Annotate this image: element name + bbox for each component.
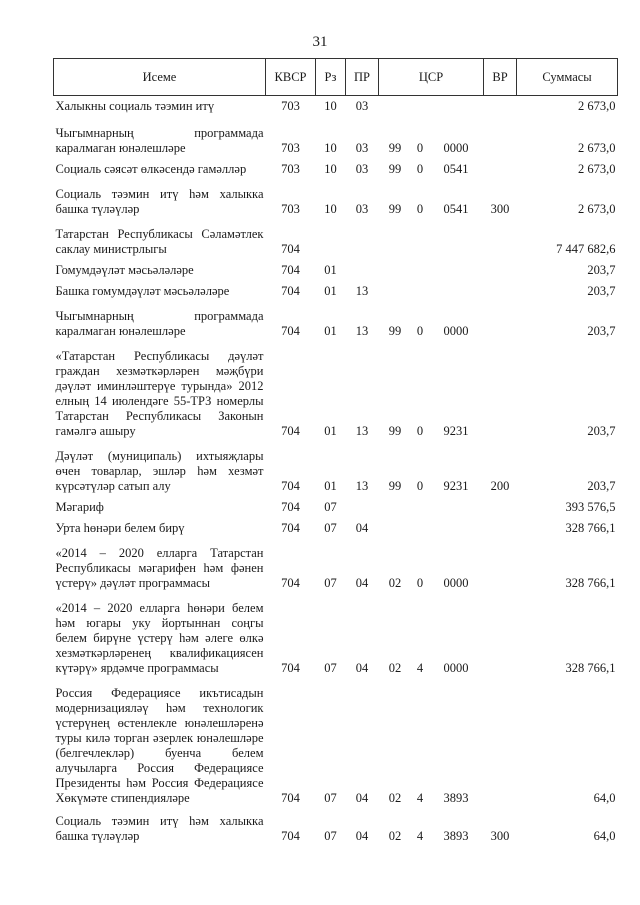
cell-rz: 01 (324, 324, 337, 338)
cell-csr1: 02 (388, 661, 402, 675)
cell-name: «2014 – 2020 елларга һөнәри белем һәм югары уку йортыннан соңгы белем бирүне үстерү һәм әлеге өлкә хезмәткәрләренең квалификациясен күтәрү» ярдәмче программасы (55, 601, 264, 675)
cell-csr2 (412, 280, 429, 301)
header-vr: ВР (484, 59, 517, 96)
cell-pr: 13 (355, 284, 369, 298)
cell-name: Социаль сәясәт өлкәсендә гамәлләр (55, 162, 247, 176)
cell-csr2: 4 (416, 791, 424, 805)
cell-kvsr: 704 (281, 242, 300, 256)
budget-table (53, 58, 618, 846)
cell-kvsr: 704 (281, 521, 300, 535)
cell-csr1 (379, 219, 412, 259)
cell-vr (484, 280, 517, 301)
cell-sum: 203,7 (587, 424, 616, 438)
cell-pr: 04 (355, 791, 369, 805)
cell-csr1 (379, 517, 412, 538)
cell-csr2 (412, 517, 429, 538)
cell-rz: 10 (324, 202, 337, 216)
cell-vr: 200 (490, 479, 510, 493)
cell-kvsr: 704 (281, 500, 300, 514)
cell-csr3 (429, 219, 484, 259)
cell-vr (484, 158, 517, 179)
cell-vr (484, 301, 517, 341)
header-kvsr: КВСР (266, 59, 316, 96)
cell-csr1 (379, 259, 412, 280)
cell-pr: 03 (355, 162, 369, 176)
cell-csr3 (429, 280, 484, 301)
cell-vr (484, 96, 517, 117)
cell-rz: 07 (324, 829, 337, 843)
header-rz: Рз (316, 59, 346, 96)
table-row (54, 593, 618, 678)
cell-name: Чыгымнарның программада каралмаган юнәлешләре (55, 309, 264, 338)
cell-kvsr: 704 (281, 661, 300, 675)
cell-csr3: 0000 (443, 324, 469, 338)
cell-pr: 13 (355, 479, 369, 493)
header-csr: ЦСР (379, 59, 484, 96)
cell-sum: 328 766,1 (565, 521, 616, 535)
cell-csr3 (429, 496, 484, 517)
cell-pr: 13 (355, 324, 369, 338)
cell-csr1: 99 (388, 202, 402, 216)
cell-vr (484, 496, 517, 517)
cell-csr1: 02 (388, 829, 402, 843)
cell-csr1: 99 (388, 324, 402, 338)
cell-sum: 393 576,5 (565, 500, 616, 514)
table-row (54, 259, 618, 280)
cell-name: Россия Федерациясе икътисадын модернизацияләү һәм технологик үстерүнең өстенлекле юнәлешләренә туры килә торган әзерлек юнәлешләре (белгечлекләр) буенча белем алучыларга Россия Федерациясе Президенты һәм Россия Федерациясе Хөкүмәте стипендияләре (55, 686, 264, 805)
cell-pr (346, 259, 379, 280)
cell-csr3: 9231 (443, 479, 469, 493)
cell-pr: 04 (355, 521, 369, 535)
cell-name: Урта һөнәри белем бирү (55, 521, 185, 535)
cell-rz: 10 (324, 99, 337, 113)
cell-sum: 328 766,1 (565, 576, 616, 590)
cell-name: Гомумдәүләт мәсьәләләре (55, 263, 194, 277)
cell-csr2 (412, 259, 429, 280)
cell-csr1: 02 (388, 576, 402, 590)
cell-csr3: 3893 (443, 829, 469, 843)
cell-rz: 10 (324, 162, 337, 176)
cell-vr: 300 (490, 829, 510, 843)
cell-sum: 2 673,0 (578, 162, 616, 176)
header-name: Исеме (54, 59, 266, 96)
cell-name: Мәгариф (55, 500, 104, 514)
cell-csr3 (429, 517, 484, 538)
cell-csr3 (429, 96, 484, 117)
cell-vr: 300 (490, 202, 510, 216)
cell-csr2: 0 (416, 162, 424, 176)
cell-csr3: 3893 (443, 791, 469, 805)
cell-sum: 203,7 (587, 284, 616, 298)
cell-csr2 (412, 219, 429, 259)
cell-csr1 (379, 496, 412, 517)
cell-sum: 328 766,1 (565, 661, 616, 675)
cell-vr (484, 517, 517, 538)
cell-csr3: 0541 (443, 162, 469, 176)
cell-csr3 (429, 259, 484, 280)
cell-rz: 01 (324, 284, 337, 298)
cell-rz: 01 (324, 263, 337, 277)
cell-csr2 (412, 496, 429, 517)
cell-pr: 03 (355, 202, 369, 216)
cell-name: «2014 – 2020 елларга Татарстан Республикасы мәгарифен һәм фәнен үстерү» дәүләт программасы (55, 546, 264, 590)
table-row (54, 341, 618, 441)
cell-csr3: 0541 (443, 202, 469, 216)
cell-pr: 03 (355, 99, 369, 113)
cell-csr2: 0 (416, 479, 424, 493)
cell-rz: 07 (324, 791, 337, 805)
table-row (54, 158, 618, 179)
cell-pr (346, 496, 379, 517)
table-row (54, 301, 618, 341)
cell-csr1 (379, 280, 412, 301)
cell-pr (346, 219, 379, 259)
cell-csr2: 0 (416, 202, 424, 216)
header-pr: ПР (346, 59, 379, 96)
table-row (54, 517, 618, 538)
cell-vr (484, 219, 517, 259)
cell-csr3: 0000 (443, 141, 469, 155)
table-row (54, 808, 618, 846)
cell-csr1: 99 (388, 479, 402, 493)
cell-vr (484, 341, 517, 441)
table-row (54, 179, 618, 219)
cell-kvsr: 704 (281, 324, 300, 338)
cell-sum: 2 673,0 (578, 202, 616, 216)
cell-name: Социаль тәэмин итү һәм халыкка башка түләүләр (55, 814, 264, 843)
cell-csr2: 0 (416, 424, 424, 438)
header-sum: Суммасы (517, 59, 618, 96)
table-row (54, 280, 618, 301)
cell-name: Башка гомумдәүләт мәсьәләләре (55, 284, 230, 298)
cell-sum: 2 673,0 (578, 99, 616, 113)
cell-csr2: 0 (416, 324, 424, 338)
cell-rz: 01 (324, 479, 337, 493)
cell-csr2: 0 (416, 141, 424, 155)
cell-csr2: 0 (416, 576, 424, 590)
cell-kvsr: 703 (281, 141, 300, 155)
cell-name: Социаль тәэмин итү һәм халыкка башка түләүләр (55, 187, 264, 216)
table-row (54, 538, 618, 593)
cell-csr1: 99 (388, 141, 402, 155)
cell-rz (316, 219, 346, 259)
table-row (54, 96, 618, 117)
cell-csr3: 9231 (443, 424, 469, 438)
cell-pr: 04 (355, 576, 369, 590)
cell-rz: 07 (324, 500, 337, 514)
cell-sum: 203,7 (587, 479, 616, 493)
cell-kvsr: 704 (281, 791, 300, 805)
cell-kvsr: 704 (281, 284, 300, 298)
cell-vr (484, 538, 517, 593)
cell-pr: 04 (355, 829, 369, 843)
cell-sum: 64,0 (593, 829, 616, 843)
cell-kvsr: 703 (281, 202, 300, 216)
cell-rz: 07 (324, 576, 337, 590)
cell-name: Чыгымнарның программада каралмаган юнәлешләре (55, 126, 264, 155)
cell-kvsr: 703 (281, 162, 300, 176)
table-row (54, 116, 618, 158)
cell-csr2: 4 (416, 661, 424, 675)
cell-sum: 203,7 (587, 263, 616, 277)
table-row (54, 496, 618, 517)
cell-pr: 13 (355, 424, 369, 438)
cell-kvsr: 704 (281, 424, 300, 438)
cell-name: Дәүләт (муниципаль) ихтыяҗлары өчен товарлар, эшләр һәм хезмәт күрсәтүләр сатып алу (55, 449, 264, 493)
cell-pr: 03 (355, 141, 369, 155)
cell-csr1: 02 (388, 791, 402, 805)
cell-rz: 07 (324, 521, 337, 535)
page-number: 31 (312, 34, 328, 50)
cell-vr (484, 593, 517, 678)
cell-csr2 (412, 96, 429, 117)
table-row (54, 441, 618, 496)
cell-csr1 (379, 96, 412, 117)
cell-vr (484, 259, 517, 280)
cell-csr1: 99 (388, 162, 402, 176)
cell-name: Халыкны социаль тәэмин итү (55, 99, 215, 113)
cell-name: Татарстан Республикасы Сәламәтлек саклау министрлыгы (55, 227, 264, 256)
cell-kvsr: 704 (281, 479, 300, 493)
cell-rz: 01 (324, 424, 337, 438)
cell-vr (484, 116, 517, 158)
cell-csr2: 4 (416, 829, 424, 843)
cell-kvsr: 704 (281, 576, 300, 590)
cell-name: «Татарстан Республикасы дәүләт граждан хезмәткәрләрен мәҗбүри дәүләт иминләштерүе турында» 2012 елның 14 июлендәге 55-ТРЗ номерлы Татарстан Республикасы Законын гамәлгә ашыру (55, 349, 264, 438)
cell-sum: 203,7 (587, 324, 616, 338)
cell-pr: 04 (355, 661, 369, 675)
cell-kvsr: 703 (281, 99, 300, 113)
table-row (54, 219, 618, 259)
table-row (54, 678, 618, 808)
cell-sum: 7 447 682,6 (556, 242, 616, 256)
cell-csr3: 0000 (443, 661, 469, 675)
cell-rz: 10 (324, 141, 337, 155)
table-header-row (54, 59, 618, 96)
cell-csr1: 99 (388, 424, 402, 438)
cell-rz: 07 (324, 661, 337, 675)
cell-sum: 2 673,0 (578, 141, 616, 155)
cell-vr (484, 678, 517, 808)
cell-sum: 64,0 (593, 791, 616, 805)
cell-kvsr: 704 (281, 263, 300, 277)
cell-csr3: 0000 (443, 576, 469, 590)
cell-kvsr: 704 (281, 829, 300, 843)
